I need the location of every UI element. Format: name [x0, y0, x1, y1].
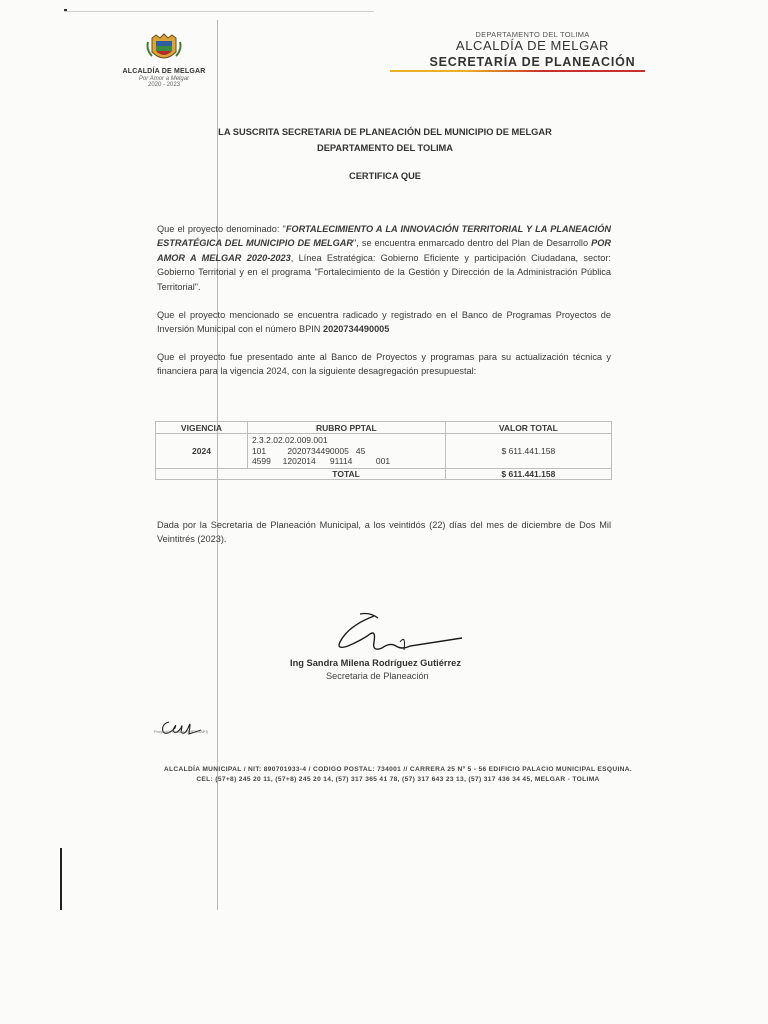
paragraph-bpin — [157, 308, 611, 337]
cell-vigencia: 2024 — [156, 434, 248, 469]
development-plan: POR AMOR A MELGAR 2020-2023 — [157, 238, 611, 263]
signer-role: Secretaria de Planeación — [326, 671, 429, 681]
handwritten-signature — [330, 612, 470, 660]
certifica-heading: CERTIFICA QUE — [349, 171, 421, 181]
coat-of-arms-icon — [146, 32, 182, 66]
signer-name: Ing Sandra Milena Rodríguez Gutiérrez — [290, 658, 461, 668]
letterhead — [420, 30, 645, 72]
initials-mark — [155, 716, 205, 738]
projected-by-note: Proyectó: Revisó: (BPP-OAPI) — [154, 729, 209, 734]
header-vigencia: VIGENCIA — [156, 422, 248, 434]
project-name: FORTALECIMIENTO A LA INNOVACIÓN TERRITORIAL Y LA PLANEACIÓN ESTRATÉGICA DEL MUNICIPIO DE MELGAR — [157, 224, 611, 249]
header-valor: VALOR TOTAL — [445, 422, 611, 434]
table-total-row — [156, 468, 612, 479]
paragraph-project — [157, 222, 611, 294]
p2-text: Que el proyecto mencionado se encuentra radicado y registrado en el Banco de Programas Proyectos de Inversión Municipal con el número BPIN — [157, 310, 611, 335]
logo-period: 2020 - 2023 — [147, 82, 181, 88]
header-rubro: RUBRO PPTAL — [247, 422, 445, 434]
paragraph-issued: Dada por la Secretaria de Planeación Municipal, a los veintidós (22) días del mes de diciembre de Dos Mil Veintitrés (2023). — [157, 520, 611, 545]
cell-rubro — [247, 434, 445, 469]
bpin-number: 2020734490005 — [322, 324, 390, 335]
logo-name: ALCALDÍA DE MELGAR — [122, 68, 206, 75]
p1-text-c: , Línea Estratégica: Gobierno Eficiente y participación Ciudadana, sector: Gobierno Territorial y en el programa "Fortalecimiento de la Gestión y Dirección de la Administración Pública Territorial". — [157, 252, 611, 292]
logo-slogan: Por Amor a Melgar — [138, 76, 190, 82]
letterhead-alcaldia: ALCALDÍA DE MELGAR — [455, 38, 610, 53]
total-label: TOTAL — [247, 468, 445, 479]
footer-address: ALCALDÍA MUNICIPAL / NIT: 890701933-4 / CODIGO POSTAL: 734001 // CARRERA 25 Nº 5 - 56 EDIFICIO PALACIO MUNICIPAL ESQUINA. — [163, 766, 633, 773]
p1-text-a: Que el proyecto denominado: " — [157, 224, 286, 234]
budget-table — [155, 421, 612, 480]
total-value: $ 611.441.158 — [445, 468, 611, 479]
scan-artifact-edge — [60, 848, 62, 910]
letterhead-department: DEPARTAMENTO DEL TOLIMA — [475, 30, 590, 39]
table-header-row — [156, 422, 612, 434]
scan-artifact-top — [64, 11, 374, 12]
rubro-code: 2.3.2.02.02.009.001 101 2020734490005 45 4599 1202014 91114 001 — [251, 435, 391, 466]
cell-empty — [156, 468, 248, 479]
paragraph-budget-intro: Que el proyecto fue presentado ante al Banco de Proyectos y programas para su actualización técnica y financiera para la vigencia 2024, con la siguiente desagregación presupuestal: — [157, 352, 611, 377]
letterhead-accent-bar — [390, 70, 645, 72]
letterhead-secretaria: SECRETARÍA DE PLANEACIÓN — [429, 55, 636, 69]
p1-text-b: ", se encuentra enmarcado dentro del Plan de Desarrollo — [353, 238, 592, 249]
cell-valor: $ 611.441.158 — [445, 434, 611, 469]
document-title-line1: LA SUSCRITA SECRETARIA DE PLANEACIÓN DEL MUNICIPIO DE MELGAR — [218, 127, 552, 137]
table-row — [156, 434, 612, 469]
municipal-logo — [118, 32, 210, 88]
document-title-line2: DEPARTAMENTO DEL TOLIMA — [316, 143, 453, 153]
footer-phones: CEL: (57+8) 245 20 11, (57+8) 245 20 14, (57) 317 365 41 78, (57) 317 643 23 13, (57) 317 436 34 45, MELGAR - TOLIMA — [196, 776, 600, 783]
